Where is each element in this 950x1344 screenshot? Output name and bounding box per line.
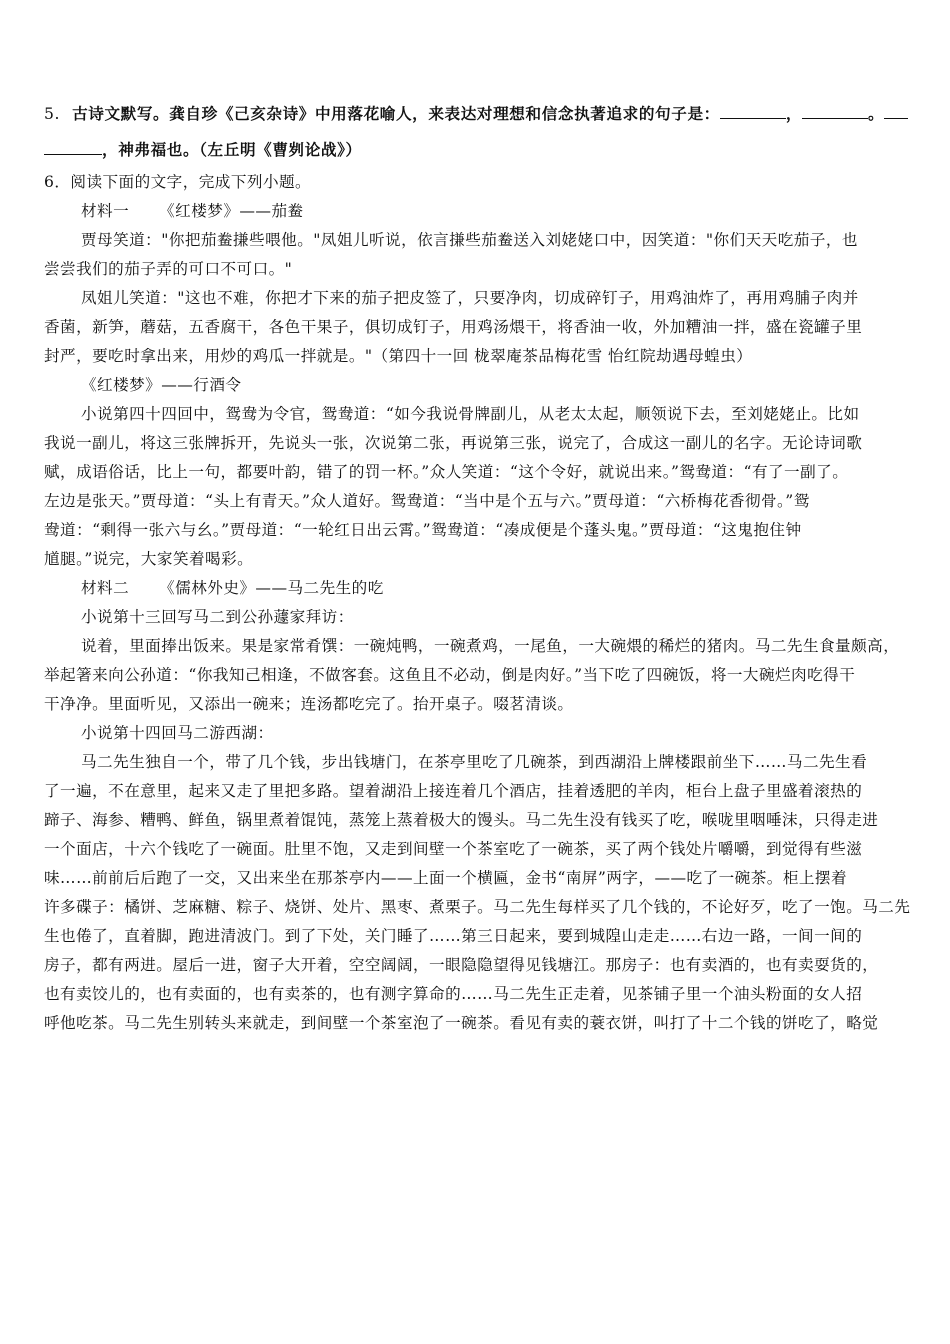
paragraph-line: 许多碟子：橘饼、芝麻糖、粽子、烧饼、处片、黑枣、煮栗子。马二先生每样买了几个钱的，不论好歹，吃了一饱。马二先: [44, 898, 911, 916]
paragraph-line: 贾母笑道："你把茄鲞搛些喂他。"凤姐儿听说，依言搛些茄鲞送入刘姥姥口中，因笑道："你们天天吃茄子，也: [81, 231, 858, 249]
paragraph-line: 味……前前后后跑了一交，又出来坐在那茶亭内——上面一个横匾，金书“南屏”两字，——吃了一碗茶。柜上摆着: [44, 869, 847, 887]
paragraph-line: 赋，成语俗话，比上一句，都要叶韵，错了的罚一杯。”众人笑道：“这个令好，就说出来。”鸳鸯道：“有了一副了。: [44, 463, 849, 481]
document-page: [44, 96, 911, 1038]
material-2-label: 材料二: [81, 579, 130, 597]
paragraph-line: 举起箸来向公孙道：“你我知己相逢，不做客套。这鱼且不必动，倒是肉好。”当下吃了四碗饭，将一大碗烂肉吃得干: [44, 666, 856, 684]
material-1-title: 《红楼梦》——茄鲞: [159, 202, 304, 220]
paragraph-line: 干净净。里面听见，又添出一碗来；连汤都吃完了。抬开桌子。啜茗清谈。: [44, 695, 574, 713]
punct-period: 。: [868, 104, 885, 123]
material-2-title: 《儒林外史》——马二先生的吃: [159, 579, 384, 597]
question-5-number: 5.: [44, 105, 61, 123]
paragraph-line: 封严，要吃时拿出来，用炒的鸡瓜一拌就是。"（第四十一回 栊翠庵茶品梅花雪 怡红院劫遇母蝗虫）: [44, 347, 753, 365]
paragraph-line: 凤姐儿笑道："这也不难，你把才下来的茄子把皮签了，只要净肉，切成碎钉子，用鸡油炸了，再用鸡脯子肉并: [81, 289, 859, 307]
paragraph-line: 也有卖饺儿的，也有卖面的，也有卖茶的，也有测字算命的……马二先生正走着，见茶铺子里一个油头粉面的女人招: [44, 985, 863, 1003]
paragraph-line: 说着，里面捧出饭来。果是家常肴馔：一碗炖鸭，一碗煮鸡，一尾鱼，一大碗煨的稀烂的猪肉。马二先生食量颇高，: [81, 637, 900, 655]
paragraph-line: 了一遍，不在意里，起来又走了里把多路。望着湖沿上接连着几个酒店，挂着透肥的羊肉，柜台上盘子里盛着滚热的: [44, 782, 863, 800]
paragraph-line: 呼他吃茶。马二先生别转头来就走，到间壁一个茶室泡了一碗茶。看见有卖的蓑衣饼，叫打了十二个钱的饼吃了，略觉: [44, 1014, 879, 1032]
material-1-label: 材料一: [81, 202, 130, 220]
question-5-line-1: [44, 96, 908, 132]
paragraph-line: 马二先生独自一个，带了几个钱，步出钱塘门，在茶亭里吃了几碗茶，到西湖沿上牌楼跟前坐下……马二先生看: [81, 753, 868, 771]
question-6-intro: 6．阅读下面的文字，完成下列小题。: [44, 173, 312, 191]
answer-blank-3a[interactable]: [884, 104, 908, 119]
material-1-heading: [44, 197, 908, 226]
paragraph-intro: 小说第十三回写马二到公孙蘧家拜访：: [81, 608, 354, 626]
paragraph-line: 房子，都有两进。屋后一进，窗子大开着，空空阔阔，一眼隐隐望得见钱塘江。那房子：也有卖酒的，也有卖耍货的，: [44, 956, 879, 974]
paragraph-line: 一个面店，十六个钱吃了一碗面。肚里不饱，又走到间壁一个茶室吃了一碗茶，买了两个钱处片嚼嚼，到觉得有些滋: [44, 840, 863, 858]
paragraph-line: 我说一副儿，将这三张牌拆开，先说头一张，次说第二张，再说第三张，说完了，合成这一副儿的名字。无论诗词歌: [44, 434, 863, 452]
answer-blank-1[interactable]: [720, 104, 786, 119]
answer-blank-2[interactable]: [802, 104, 868, 119]
paragraph-line: 馗腿。”说完，大家笑着喝彩。: [44, 550, 254, 568]
question-5-prompt: 古诗文默写。龚自珍《己亥杂诗》中用落花喻人，来表达对理想和信念执著追求的句子是：: [72, 104, 720, 123]
paragraph-line: 生也倦了，直着脚，跑进清波门。到了下处，关门睡了……第三日起来，要到城隍山走走……右边一路，一间一间的: [44, 927, 863, 945]
paragraph-line: 香菌，新笋，蘑菇，五香腐干，各色干果子，俱切成钉子，用鸡汤煨干，将香油一收，外加糟油一拌，盛在瓷罐子里: [44, 318, 863, 336]
paragraph-line: 小说第四十四回中，鸳鸯为令官，鸳鸯道：“如今我说骨牌副儿，从老太太起，顺领说下去，至刘姥姥止。比如: [81, 405, 860, 423]
punct-comma: ，: [785, 104, 803, 123]
paragraph-line: 左边是张天。”贾母道：“头上有青天。”众人道好。鸳鸯道：“当中是个五与六。”贾母道：“六桥梅花香彻骨。”鸳: [44, 492, 810, 510]
paragraph-line: 尝尝我们的茄子弄的可口不可口。": [44, 260, 293, 278]
paragraph-line: 鸯道：“剩得一张六与幺。”贾母道：“一轮红日出云霄。”鸳鸯道：“凑成便是个蓬头鬼。”贾母道：“这鬼抱住钟: [44, 521, 802, 539]
paragraph-line: 蹄子、海参、糟鸭、鲜鱼，锅里煮着馄饨，蒸笼上蒸着极大的馒头。马二先生没有钱买了吃，喉咙里咽唾沫，只得走进: [44, 811, 879, 829]
paragraph-intro: 小说第十四回马二游西湖：: [81, 724, 274, 742]
question-5-source: ，神弗福也。（左丘明《曹刿论战》）: [102, 140, 362, 159]
material-1-subtitle: 《红楼梦》——行酒令: [81, 376, 242, 394]
material-2-heading: [44, 574, 908, 603]
answer-blank-3b[interactable]: [44, 140, 102, 155]
question-5-line-2: [44, 132, 908, 168]
